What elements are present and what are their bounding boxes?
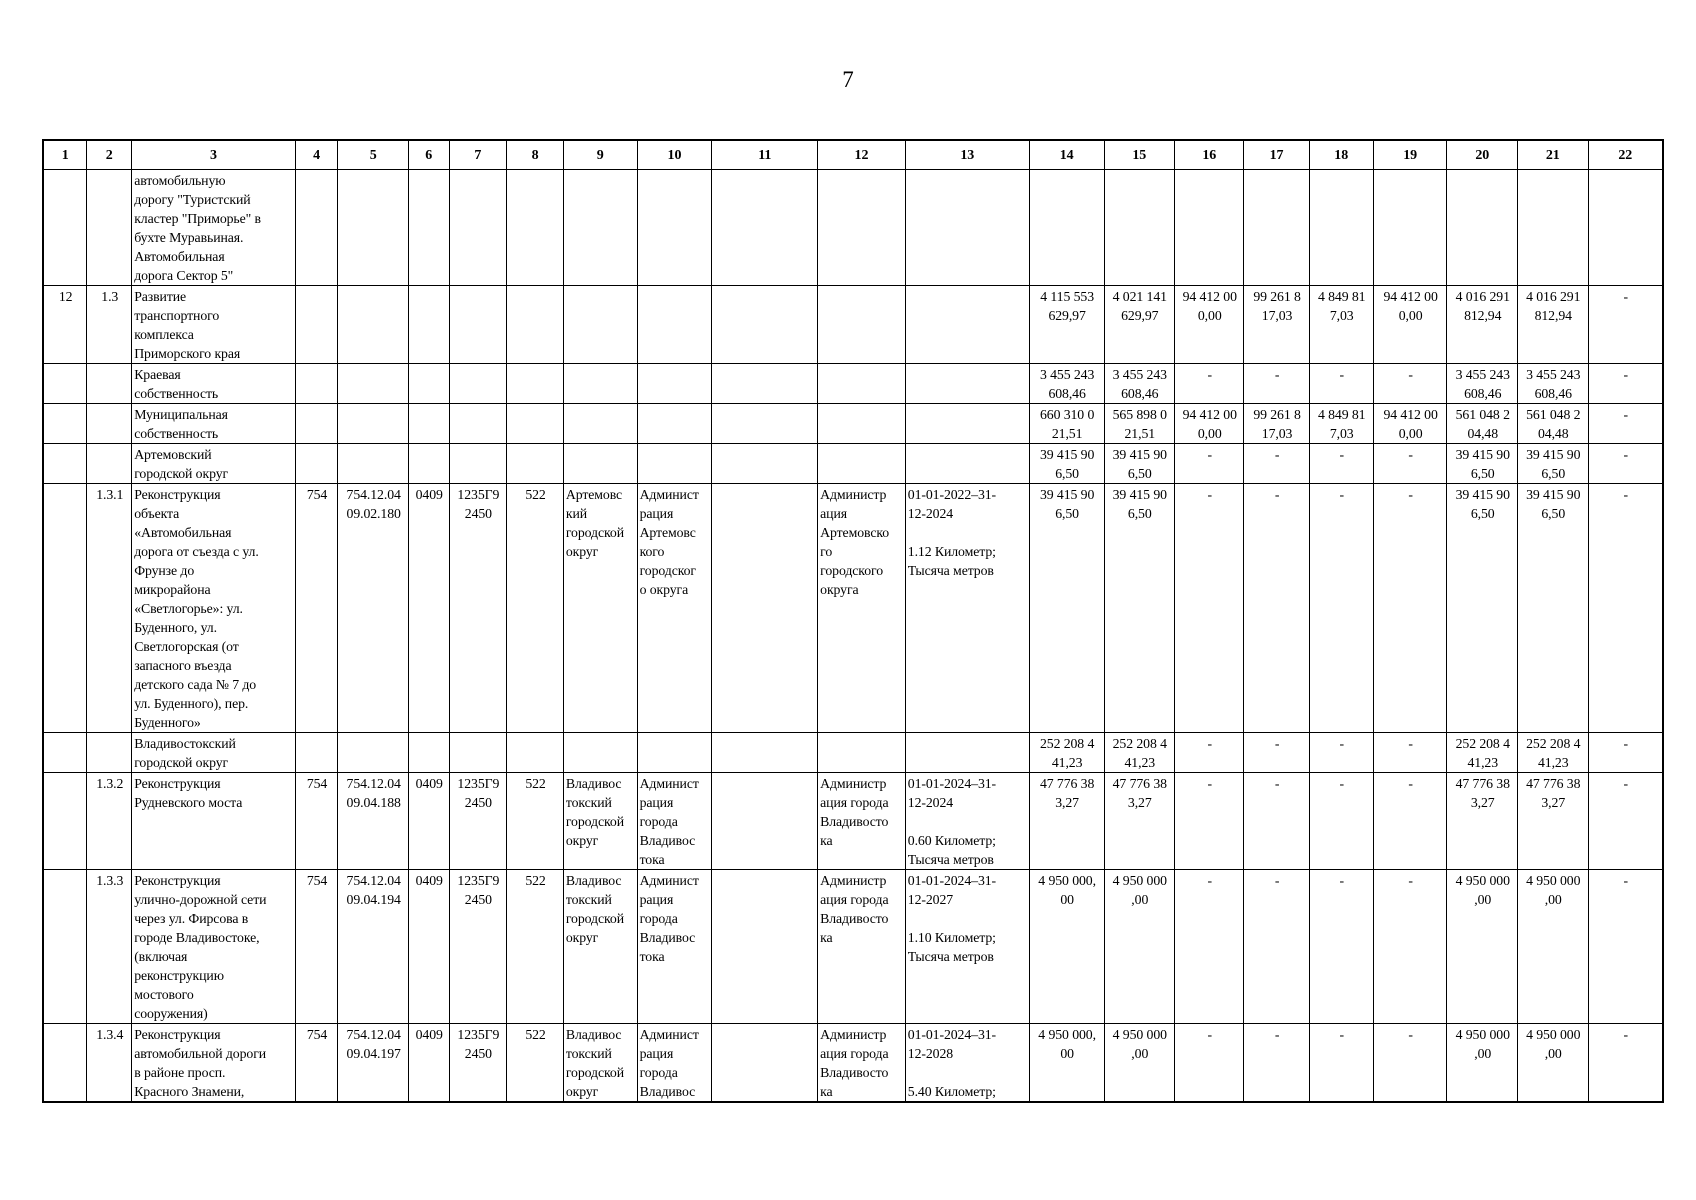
table-cell-col-17: - (1244, 733, 1309, 773)
column-header-22: 22 (1588, 140, 1663, 170)
table-cell-col-17 (1244, 170, 1309, 286)
table-cell-col-4 (295, 364, 338, 404)
table-cell-col-10 (637, 170, 712, 286)
table-cell-col-6 (408, 364, 449, 404)
table-cell-col-11 (712, 286, 818, 364)
table-cell-col-18: 4 849 81 7,03 (1309, 286, 1373, 364)
table-cell-col-14: 252 208 4 41,23 (1029, 733, 1104, 773)
table-cell-col-8 (507, 286, 564, 364)
table-cell-col-19: 94 412 00 0,00 (1373, 404, 1447, 444)
column-header-9: 9 (563, 140, 637, 170)
table-cell-col-22: - (1588, 286, 1663, 364)
table-cell-col-10 (637, 286, 712, 364)
table-cell-col-7 (449, 364, 507, 404)
table-cell-col-13 (905, 170, 1029, 286)
table-cell-col-20: 4 016 291 812,94 (1447, 286, 1518, 364)
table-cell-col-1 (43, 364, 87, 404)
table-cell-col-18 (1309, 170, 1373, 286)
table-cell-col-17: - (1244, 773, 1309, 870)
table-cell-col-17: - (1244, 1024, 1309, 1103)
table-cell-col-5: 754.12.04 09.02.180 (338, 484, 409, 733)
table-cell-col-4 (295, 444, 338, 484)
table-cell-col-22: - (1588, 404, 1663, 444)
table-cell-col-6 (408, 170, 449, 286)
table-row (43, 364, 1663, 404)
table-cell-col-6 (408, 444, 449, 484)
table-cell-col-2 (87, 404, 132, 444)
table-cell-col-9 (563, 170, 637, 286)
table-cell-col-9 (563, 364, 637, 404)
table-cell-col-8 (507, 444, 564, 484)
table-cell-col-16 (1175, 170, 1244, 286)
table-cell-col-18: - (1309, 773, 1373, 870)
table-cell-col-4 (295, 170, 338, 286)
table-row (43, 733, 1663, 773)
table-cell-col-11 (712, 404, 818, 444)
table-cell-col-11 (712, 364, 818, 404)
table-cell-col-22: - (1588, 773, 1663, 870)
table-cell-col-16: - (1175, 484, 1244, 733)
table-cell-col-13: 01-01-2024–31- 12-2024 0.60 Километр; Тысяча метров (905, 773, 1029, 870)
column-header-17: 17 (1244, 140, 1309, 170)
table-row (43, 484, 1663, 733)
table-cell-col-17: 99 261 8 17,03 (1244, 286, 1309, 364)
table-cell-col-13: 01-01-2024–31- 12-2028 5.40 Километр; (905, 1024, 1029, 1103)
table-cell-col-14: 4 950 000, 00 (1029, 1024, 1104, 1103)
table-cell-col-13 (905, 364, 1029, 404)
table-cell-col-6 (408, 733, 449, 773)
column-header-19: 19 (1373, 140, 1447, 170)
table-cell-col-3: Муниципальная собственность (132, 404, 295, 444)
table-cell-col-20: 4 950 000 ,00 (1447, 870, 1518, 1024)
table-cell-col-22: - (1588, 444, 1663, 484)
table-cell-col-17: - (1244, 444, 1309, 484)
table-cell-col-11 (712, 170, 818, 286)
table-cell-col-19: 94 412 00 0,00 (1373, 286, 1447, 364)
table-cell-col-11 (712, 870, 818, 1024)
table-cell-col-10 (637, 444, 712, 484)
table-cell-col-21: 252 208 4 41,23 (1518, 733, 1589, 773)
table-cell-col-8: 522 (507, 484, 564, 733)
table-cell-col-2 (87, 170, 132, 286)
table-cell-col-3: Краевая собственность (132, 364, 295, 404)
table-cell-col-14: 4 115 553 629,97 (1029, 286, 1104, 364)
table-cell-col-5 (338, 444, 409, 484)
table-cell-col-2 (87, 444, 132, 484)
table-cell-col-8: 522 (507, 870, 564, 1024)
table-cell-col-14 (1029, 170, 1104, 286)
table-cell-col-17: - (1244, 484, 1309, 733)
table-cell-col-5 (338, 404, 409, 444)
column-header-18: 18 (1309, 140, 1373, 170)
table-cell-col-4: 754 (295, 870, 338, 1024)
table-cell-col-2: 1.3.4 (87, 1024, 132, 1103)
table-cell-col-19: - (1373, 364, 1447, 404)
table-cell-col-22: - (1588, 364, 1663, 404)
table-cell-col-8 (507, 404, 564, 444)
table-cell-col-16: - (1175, 870, 1244, 1024)
column-header-6: 6 (408, 140, 449, 170)
table-cell-col-19: - (1373, 773, 1447, 870)
table-cell-col-18: - (1309, 870, 1373, 1024)
table-cell-col-1 (43, 484, 87, 733)
table-cell-col-12 (818, 286, 906, 364)
table-cell-col-12 (818, 444, 906, 484)
table-cell-col-4 (295, 286, 338, 364)
table-cell-col-3: Реконструкция объекта «Автомобильная дорога от съезда с ул. Фрунзе до микрорайона «Светлогорье»: ул. Буденного, ул. Светлогорская (от запасного въезда детского сада № 7 до ул. Буденного), пер. Буденного» (132, 484, 295, 733)
table-cell-col-13 (905, 404, 1029, 444)
table-cell-col-12 (818, 170, 906, 286)
table-cell-col-13: 01-01-2022–31- 12-2024 1.12 Километр; Тысяча метров (905, 484, 1029, 733)
table-cell-col-19: - (1373, 1024, 1447, 1103)
table-cell-col-9 (563, 286, 637, 364)
table-cell-col-4 (295, 404, 338, 444)
table-cell-col-21: 4 016 291 812,94 (1518, 286, 1589, 364)
column-header-10: 10 (637, 140, 712, 170)
table-cell-col-20: 3 455 243 608,46 (1447, 364, 1518, 404)
table-cell-col-3: Реконструкция Рудневского моста (132, 773, 295, 870)
column-header-13: 13 (905, 140, 1029, 170)
column-header-4: 4 (295, 140, 338, 170)
table-cell-col-22: - (1588, 1024, 1663, 1103)
table-cell-col-13: 01-01-2024–31- 12-2027 1.10 Километр; Тысяча метров (905, 870, 1029, 1024)
table-cell-col-7: 1235Г9 2450 (449, 484, 507, 733)
table-cell-col-6: 0409 (408, 484, 449, 733)
table-cell-col-17: - (1244, 364, 1309, 404)
header-row (43, 140, 1663, 170)
table-cell-col-1 (43, 170, 87, 286)
table-cell-col-8 (507, 733, 564, 773)
table-cell-col-21: 4 950 000 ,00 (1518, 1024, 1589, 1103)
table-cell-col-20: 4 950 000 ,00 (1447, 1024, 1518, 1103)
table-cell-col-18: - (1309, 364, 1373, 404)
table-cell-col-5 (338, 170, 409, 286)
table-cell-col-3: Развитие транспортного комплекса Приморского края (132, 286, 295, 364)
table-cell-col-14: 47 776 38 3,27 (1029, 773, 1104, 870)
table-cell-col-16: - (1175, 444, 1244, 484)
table-body (43, 170, 1663, 1103)
table-cell-col-8 (507, 170, 564, 286)
table-cell-col-11 (712, 733, 818, 773)
table-cell-col-6: 0409 (408, 773, 449, 870)
table-cell-col-11 (712, 484, 818, 733)
table-row (43, 444, 1663, 484)
data-table (42, 139, 1664, 1103)
table-cell-col-14: 3 455 243 608,46 (1029, 364, 1104, 404)
table-cell-col-10 (637, 404, 712, 444)
table-cell-col-13 (905, 733, 1029, 773)
table-cell-col-12 (818, 364, 906, 404)
table-cell-col-5: 754.12.04 09.04.194 (338, 870, 409, 1024)
table-cell-col-16: - (1175, 773, 1244, 870)
table-row (43, 404, 1663, 444)
table-cell-col-16: - (1175, 733, 1244, 773)
table-cell-col-9 (563, 733, 637, 773)
table-cell-col-9: Владивос токский городской округ (563, 773, 637, 870)
table-cell-col-18: - (1309, 484, 1373, 733)
table-cell-col-15: 47 776 38 3,27 (1104, 773, 1175, 870)
table-cell-col-20: 39 415 90 6,50 (1447, 484, 1518, 733)
table-cell-col-13 (905, 286, 1029, 364)
table-cell-col-12: Администр ация города Владивосто ка (818, 870, 906, 1024)
table-cell-col-21: 3 455 243 608,46 (1518, 364, 1589, 404)
table-cell-col-9 (563, 404, 637, 444)
table-cell-col-19 (1373, 170, 1447, 286)
column-header-14: 14 (1029, 140, 1104, 170)
table-cell-col-16: - (1175, 1024, 1244, 1103)
table-cell-col-4: 754 (295, 1024, 338, 1103)
table-cell-col-1 (43, 870, 87, 1024)
table-cell-col-1: 12 (43, 286, 87, 364)
table-cell-col-10: Админист рация города Владивос тока (637, 870, 712, 1024)
table-cell-col-20 (1447, 170, 1518, 286)
table-cell-col-4: 754 (295, 773, 338, 870)
table-cell-col-6 (408, 286, 449, 364)
table-cell-col-3: Реконструкция автомобильной дороги в районе просп. Красного Знамени, (132, 1024, 295, 1103)
column-header-3: 3 (132, 140, 295, 170)
table-cell-col-1 (43, 444, 87, 484)
column-header-7: 7 (449, 140, 507, 170)
table-cell-col-3: Владивостокский городской округ (132, 733, 295, 773)
table-cell-col-7 (449, 404, 507, 444)
table-cell-col-21: 39 415 90 6,50 (1518, 444, 1589, 484)
table-cell-col-2 (87, 733, 132, 773)
table-cell-col-22: - (1588, 870, 1663, 1024)
table-cell-col-13 (905, 444, 1029, 484)
table-cell-col-19: - (1373, 484, 1447, 733)
column-header-11: 11 (712, 140, 818, 170)
table-row (43, 773, 1663, 870)
table-cell-col-4 (295, 733, 338, 773)
table-cell-col-17: 99 261 8 17,03 (1244, 404, 1309, 444)
table-cell-col-17: - (1244, 870, 1309, 1024)
table-row (43, 286, 1663, 364)
table-cell-col-7 (449, 733, 507, 773)
table-cell-col-5 (338, 286, 409, 364)
table-cell-col-2: 1.3 (87, 286, 132, 364)
table-cell-col-10: Админист рация Артемовс кого городског о округа (637, 484, 712, 733)
table-cell-col-5 (338, 364, 409, 404)
table-cell-col-22: - (1588, 484, 1663, 733)
column-header-8: 8 (507, 140, 564, 170)
table-cell-col-21: 47 776 38 3,27 (1518, 773, 1589, 870)
table-cell-col-14: 39 415 90 6,50 (1029, 444, 1104, 484)
table-cell-col-21: 4 950 000 ,00 (1518, 870, 1589, 1024)
table-cell-col-21: 39 415 90 6,50 (1518, 484, 1589, 733)
table-cell-col-3: автомобильную дорогу "Туристский кластер "Приморье" в бухте Муравьиная. Автомобильная дорога Сектор 5" (132, 170, 295, 286)
table-cell-col-7 (449, 444, 507, 484)
table-cell-col-15: 4 021 141 629,97 (1104, 286, 1175, 364)
table-row (43, 1024, 1663, 1103)
table-cell-col-11 (712, 444, 818, 484)
table-cell-col-18: - (1309, 1024, 1373, 1103)
table-cell-col-7: 1235Г9 2450 (449, 1024, 507, 1103)
table-cell-col-1 (43, 773, 87, 870)
table-cell-col-9: Артемовс кий городской округ (563, 484, 637, 733)
table-cell-col-9: Владивос токский городской округ (563, 1024, 637, 1103)
table-cell-col-6: 0409 (408, 870, 449, 1024)
page-number: 7 (842, 67, 854, 92)
table-cell-col-15: 39 415 90 6,50 (1104, 444, 1175, 484)
table-cell-col-8 (507, 364, 564, 404)
table-row (43, 170, 1663, 286)
table-cell-col-12 (818, 404, 906, 444)
table-cell-col-5: 754.12.04 09.04.197 (338, 1024, 409, 1103)
table-cell-col-2 (87, 364, 132, 404)
table-cell-col-7 (449, 170, 507, 286)
column-header-2: 2 (87, 140, 132, 170)
table-cell-col-20: 561 048 2 04,48 (1447, 404, 1518, 444)
table-cell-col-14: 4 950 000, 00 (1029, 870, 1104, 1024)
table-cell-col-4: 754 (295, 484, 338, 733)
table-cell-col-20: 252 208 4 41,23 (1447, 733, 1518, 773)
table-cell-col-14: 660 310 0 21,51 (1029, 404, 1104, 444)
table-cell-col-6 (408, 404, 449, 444)
table-cell-col-8: 522 (507, 773, 564, 870)
table-cell-col-5 (338, 733, 409, 773)
table-cell-col-2: 1.3.3 (87, 870, 132, 1024)
table-cell-col-11 (712, 773, 818, 870)
table-cell-col-1 (43, 733, 87, 773)
table-cell-col-10 (637, 733, 712, 773)
table-cell-col-7: 1235Г9 2450 (449, 773, 507, 870)
table-cell-col-10: Админист рация города Владивос (637, 1024, 712, 1103)
table-cell-col-15: 4 950 000 ,00 (1104, 870, 1175, 1024)
table-cell-col-7: 1235Г9 2450 (449, 870, 507, 1024)
table-cell-col-16: 94 412 00 0,00 (1175, 404, 1244, 444)
table-cell-col-15: 4 950 000 ,00 (1104, 1024, 1175, 1103)
table-cell-col-21 (1518, 170, 1589, 286)
table-cell-col-10: Админист рация города Владивос тока (637, 773, 712, 870)
table-row (43, 870, 1663, 1024)
table-cell-col-1 (43, 1024, 87, 1103)
column-header-1: 1 (43, 140, 87, 170)
table-cell-col-22: - (1588, 733, 1663, 773)
table-cell-col-6: 0409 (408, 1024, 449, 1103)
table-cell-col-18: - (1309, 733, 1373, 773)
table-cell-col-16: - (1175, 364, 1244, 404)
table-cell-col-19: - (1373, 870, 1447, 1024)
table-cell-col-2: 1.3.2 (87, 773, 132, 870)
column-header-21: 21 (1518, 140, 1589, 170)
table-cell-col-15: 252 208 4 41,23 (1104, 733, 1175, 773)
table-cell-col-22 (1588, 170, 1663, 286)
table-cell-col-9: Владивос токский городской округ (563, 870, 637, 1024)
table-cell-col-15: 3 455 243 608,46 (1104, 364, 1175, 404)
table-cell-col-12 (818, 733, 906, 773)
table-cell-col-9 (563, 444, 637, 484)
column-header-16: 16 (1175, 140, 1244, 170)
table-cell-col-3: Артемовский городской округ (132, 444, 295, 484)
table-cell-col-12: Администр ация Артемовско го городского округа (818, 484, 906, 733)
table-cell-col-19: - (1373, 444, 1447, 484)
table-cell-col-15: 565 898 0 21,51 (1104, 404, 1175, 444)
table-cell-col-3: Реконструкция улично-дорожной сети через ул. Фирсова в городе Владивостоке, (включая реконструкцию мостового сооружения) (132, 870, 295, 1024)
table-cell-col-15: 39 415 90 6,50 (1104, 484, 1175, 733)
table-cell-col-11 (712, 1024, 818, 1103)
table-cell-col-18: 4 849 81 7,03 (1309, 404, 1373, 444)
table-cell-col-20: 47 776 38 3,27 (1447, 773, 1518, 870)
table-cell-col-18: - (1309, 444, 1373, 484)
table-cell-col-8: 522 (507, 1024, 564, 1103)
table-cell-col-20: 39 415 90 6,50 (1447, 444, 1518, 484)
table-cell-col-14: 39 415 90 6,50 (1029, 484, 1104, 733)
column-header-12: 12 (818, 140, 906, 170)
table-cell-col-12: Администр ация города Владивосто ка (818, 1024, 906, 1103)
table-cell-col-10 (637, 364, 712, 404)
table-cell-col-5: 754.12.04 09.04.188 (338, 773, 409, 870)
table-cell-col-2: 1.3.1 (87, 484, 132, 733)
table-cell-col-15 (1104, 170, 1175, 286)
column-header-5: 5 (338, 140, 409, 170)
table-cell-col-7 (449, 286, 507, 364)
table-cell-col-12: Администр ация города Владивосто ка (818, 773, 906, 870)
table-cell-col-1 (43, 404, 87, 444)
table-cell-col-16: 94 412 00 0,00 (1175, 286, 1244, 364)
table-cell-col-19: - (1373, 733, 1447, 773)
column-header-20: 20 (1447, 140, 1518, 170)
column-header-15: 15 (1104, 140, 1175, 170)
table-cell-col-21: 561 048 2 04,48 (1518, 404, 1589, 444)
